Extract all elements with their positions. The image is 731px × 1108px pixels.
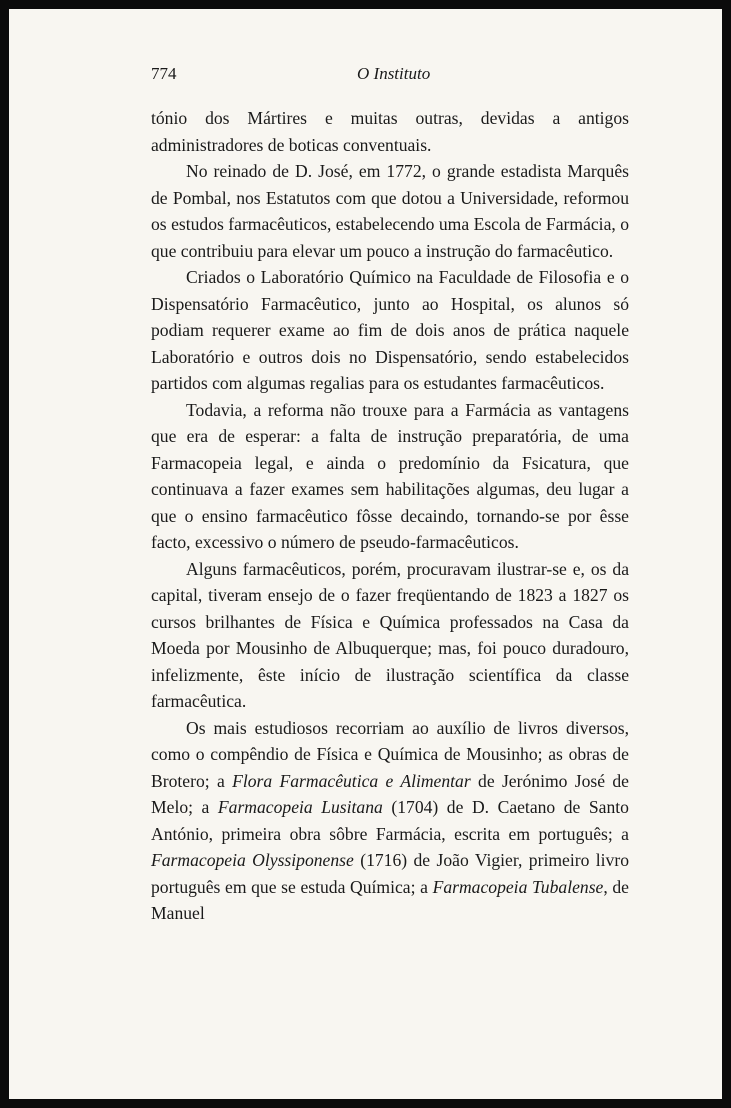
paragraph-6-text-1: Os mais estudiosos recorriam ao auxílio de livros diversos, como o compêndio de Física e Química de Mousinho; as obras de Brotero; a — [151, 717, 629, 791]
book-title-farmacopeia-olyssiponense: Farmacopeia Olyssiponense — [151, 850, 354, 870]
page-header — [151, 64, 631, 88]
book-title-farmacopeia-tubalense: Farmacopeia Tubalense — [432, 876, 604, 897]
paragraph-6-text-4: (1716) de João Vigier, primeiro livro português em que se estuda Química; a — [151, 850, 630, 897]
paragraph-6 — [151, 715, 629, 927]
paragraph-2: No reinado de D. José, em 1772, o grande estadista Marquês de Pombal, nos Estatutos com que dotou a Universidade, reformou os estudos farmacêuticos, estabelecendo uma Escola de Farmácia, o que contribuiu para elevar um pouco a instrução do farmacêutico. — [151, 161, 629, 261]
paragraph-6-text-3: (1704) de D. Caetano de Santo António, primeira obra sôbre Farmácia, escrita em português; a — [151, 797, 629, 844]
paragraph-1: tónio dos Mártires e muitas outras, devidas a antigos administradores de boticas conventuais. — [151, 108, 629, 155]
paragraph-4: Todavia, a reforma não trouxe para a Farmácia as vantagens que era de esperar: a falta de instrução preparatória, de uma Farmacopeia legal, e ainda o predomínio da Fsicatura, que continuava a fazer exames sem habilitações algumas, deu lugar a que o ensino farmacêutico fôsse decaindo, tornando-se por êsse facto, excessivo o número de pseudo-farmacêuticos. — [151, 399, 629, 552]
paragraph-6-text-5: , de Manuel — [151, 876, 629, 923]
paragraph-6-text-2: de Jerónimo José de Melo; a — [151, 770, 629, 817]
body-text — [151, 105, 629, 927]
book-title-flora: Flora Farmacêutica e Alimentar — [232, 770, 471, 791]
running-title: O Instituto — [357, 64, 431, 83]
page-number: 774 — [151, 64, 177, 83]
book-title-farmacopeia-lusitana: Farmacopeia Lusitana — [217, 797, 383, 817]
paragraph-3: Criados o Laboratório Químico na Faculdade de Filosofia e o Dispensatório Farmacêutico, junto ao Hospital, os alunos só podiam requerer exame ao fim de dois anos de prática naquele Laboratório e outros dois no Dispensatório, sendo estabelecidos partidos com algumas regalias para os estudantes farmacêuticos. — [151, 267, 629, 393]
paragraph-5: Alguns farmacêuticos, porém, procuravam ilustrar-se e, os da capital, tiveram ensejo de o fazer freqüentando de 1823 a 1827 os cursos brilhantes de Física e Química professados na Casa da Moeda por Mousinho de Albuquerque; mas, foi pouco duradouro, infelizmente, êste início de ilustração scientífica da classe farmacêutica. — [151, 558, 629, 711]
